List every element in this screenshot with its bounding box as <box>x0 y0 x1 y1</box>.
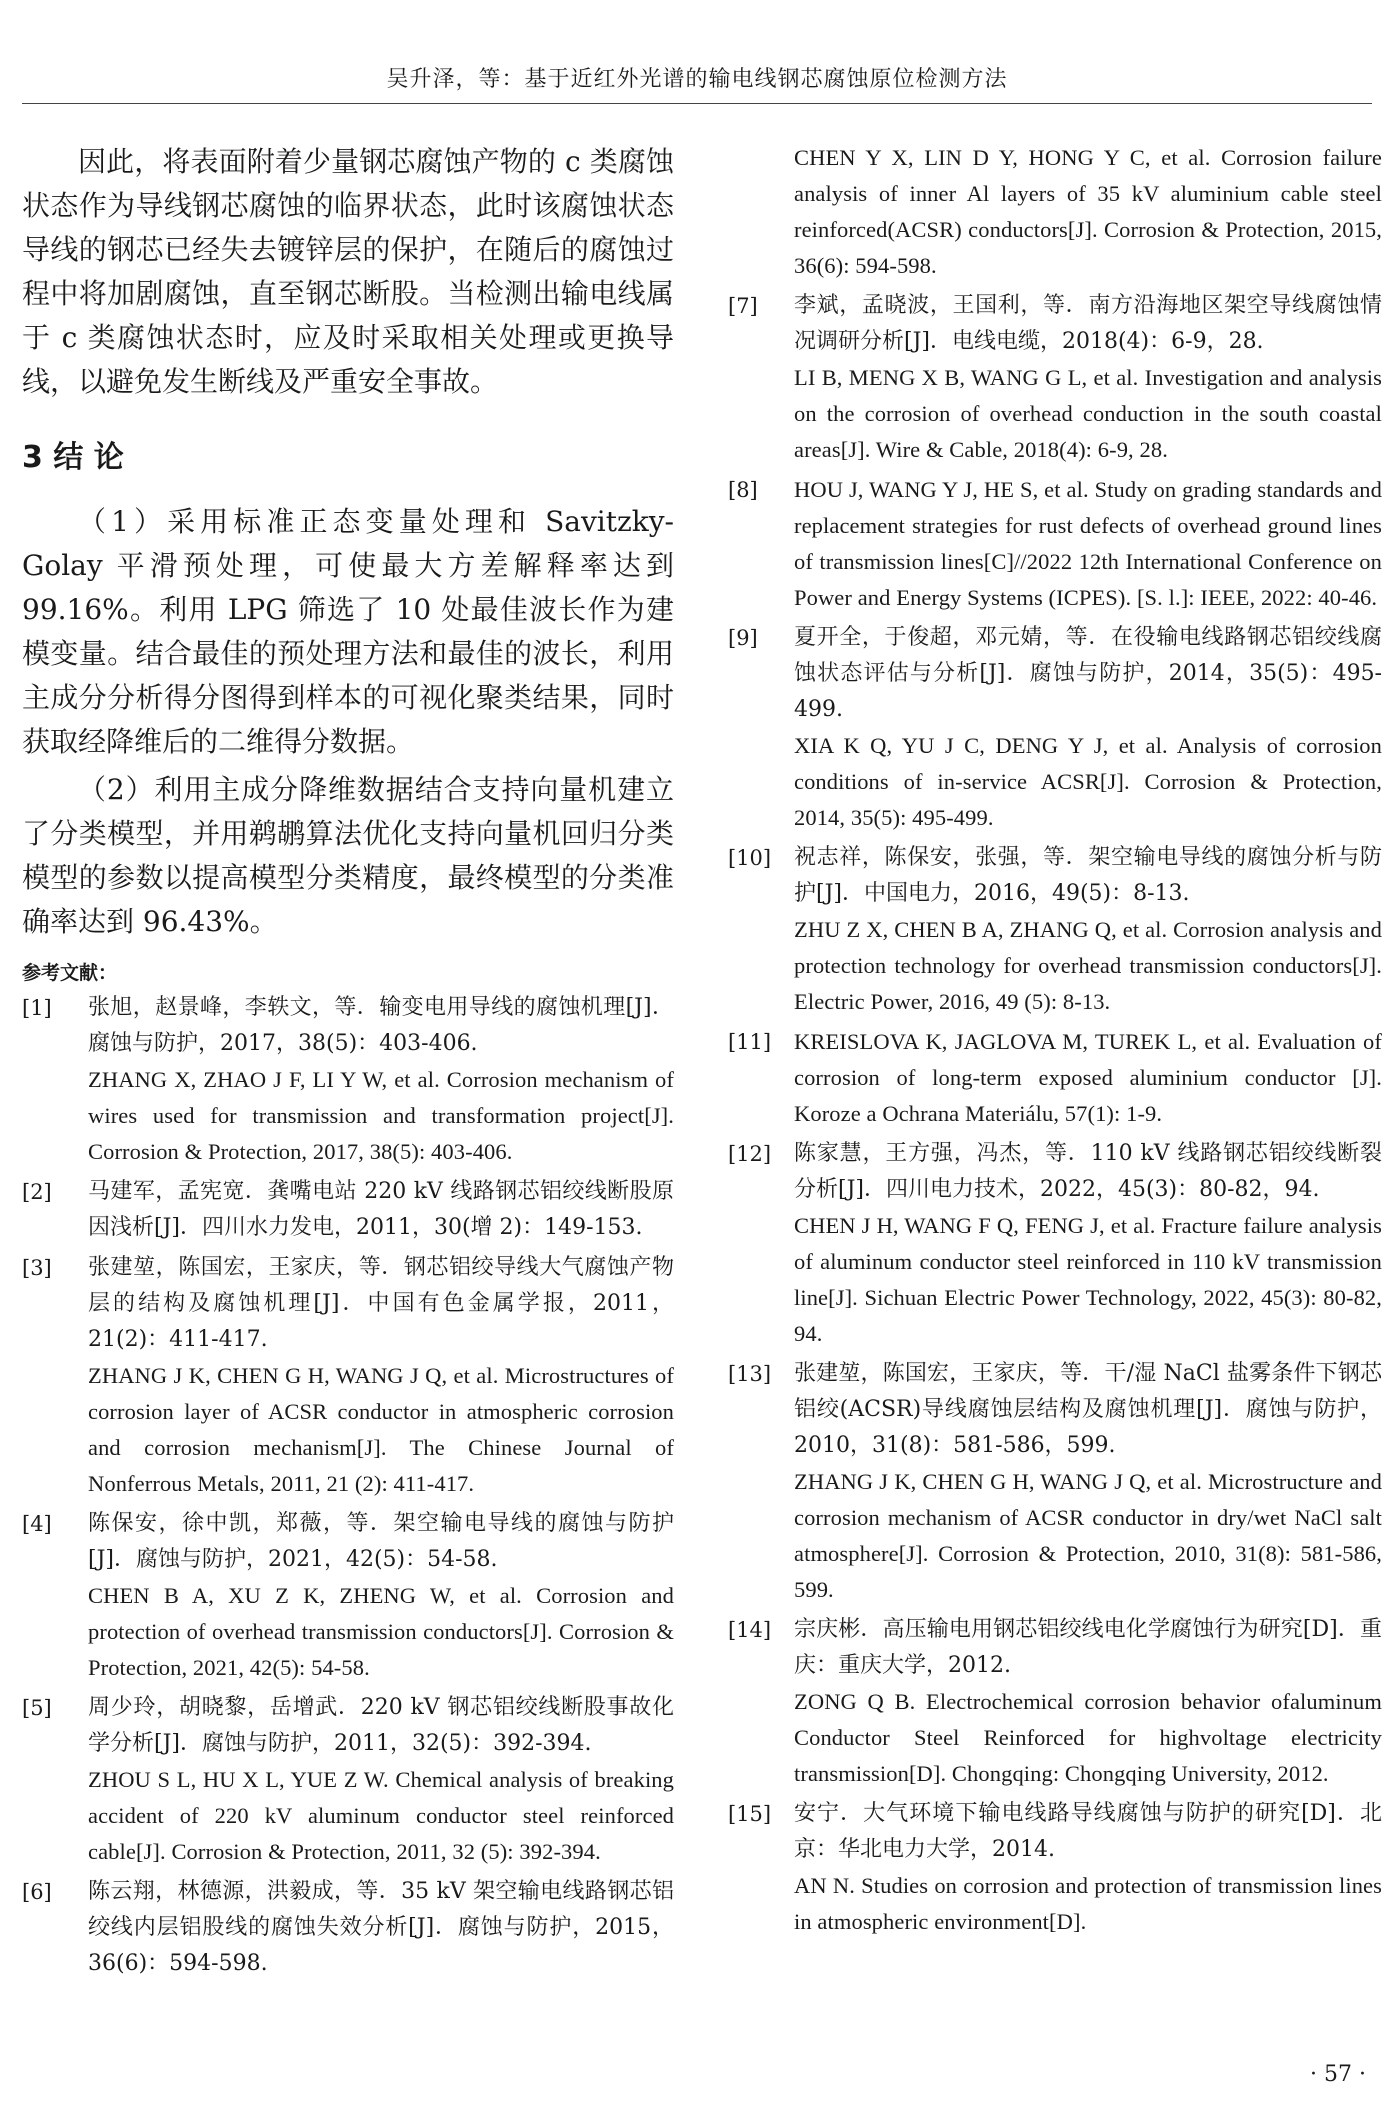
reference-7 <box>728 288 1382 468</box>
intro-paragraph: 因此，将表面附着少量钢芯腐蚀产物的 c 类腐蚀状态作为导线钢芯腐蚀的临界状态，此时该腐蚀状态导线的钢芯已经失去镀锌层的保护，在随后的腐蚀过程中将加剧腐蚀，直至钢芯断股。当检测出输电线属于 c 类腐蚀状态时，应及时采取相关处理或更换导线，以避免发生断线及严重安全事故。 <box>22 145 674 398</box>
reference-en: CHEN B A, XU Z K, ZHENG W, et al. Corrosion and protection of overhead transmission conductors[J]. Corrosion & Protection, 2021, 42(5): 54-58. <box>88 1583 674 1680</box>
reference-number: [3] <box>22 1256 52 1280</box>
reference-en: ZHU Z X, CHEN B A, ZHANG Q, et al. Corrosion analysis and protection technology for overhead transmission conductors[J]. Electric Power, 2016, 49 (5): 8-13. <box>794 917 1382 1014</box>
reference-cn: 张建堃，陈国宏，王家庆，等．钢芯铝绞导线大气腐蚀产物层的结构及腐蚀机理[J]．中国有色金属学报，2011，21(2)：411-417. <box>88 1255 674 1352</box>
reference-10 <box>728 840 1382 1020</box>
reference-2 <box>22 1174 674 1246</box>
reference-en: CHEN Y X, LIN D Y, HONG Y C, et al. Corrosion failure analysis of inner Al layers of 35 kV aluminium cable steel reinforced(ACSR) conductors[J]. Corrosion & Protection, 2015, 36(6): 594-598. <box>794 145 1382 278</box>
reference-number: [14] <box>728 1618 772 1642</box>
reference-cn: 陈家慧，王方强，冯杰，等．110 kV 线路钢芯铝绞线断裂分析[J]．四川电力技术，2022，45(3)：80-82，94. <box>794 1141 1382 1202</box>
reference-number: [9] <box>728 626 758 650</box>
reference-12 <box>728 1136 1382 1352</box>
reference-14 <box>728 1612 1382 1792</box>
reference-11 <box>728 1024 1382 1132</box>
reference-cn: 陈云翔，林德源，洪毅成，等．35 kV 架空输电线路钢芯铝绞线内层铝股线的腐蚀失效分析[J]．腐蚀与防护，2015，36(6)：594-598. <box>88 1879 674 1976</box>
reference-en: KREISLOVA K, JAGLOVA M, TUREK L, et al. Evaluation of corrosion of long-term exposed aluminium conductor [J]. Koroze a Ochrana Materiálu, 57(1): 1-9. <box>794 1029 1382 1126</box>
reference-9 <box>728 620 1382 836</box>
reference-cn: 宗庆彬．高压输电用钢芯铝绞线电化学腐蚀行为研究[D]．重庆：重庆大学，2012. <box>794 1617 1382 1678</box>
reference-cn: 夏开全，于俊超，邓元婧，等．在役输电线路钢芯铝绞线腐蚀状态评估与分析[J]．腐蚀与防护，2014，35(5)：495-499. <box>794 625 1382 722</box>
reference-6-continued <box>728 140 1382 284</box>
reference-8 <box>728 472 1382 616</box>
references-title: 参考文献： <box>22 962 118 984</box>
reference-number: [8] <box>728 478 758 502</box>
reference-en: LI B, MENG X B, WANG G L, et al. Investigation and analysis on the corrosion of overhead conduction in the south coastal areas[J]. Wire & Cable, 2018(4): 6-9, 28. <box>794 365 1382 462</box>
reference-cn: 李斌，孟晓波，王国利，等．南方沿海地区架空导线腐蚀情况调研分析[J]．电线电缆，2018(4)：6-9，28. <box>794 293 1382 354</box>
reference-3 <box>22 1250 674 1502</box>
reference-6 <box>22 1874 674 1982</box>
reference-en: ZHANG J K, CHEN G H, WANG J Q, et al. Microstructures of corrosion layer of ACSR conductor in atmospheric corrosion and corrosion mechanism[J]. The Chinese Journal of Nonferrous Metals, 2011, 21 (2): 411-417. <box>88 1363 674 1496</box>
reference-en: ZHANG J K, CHEN G H, WANG J Q, et al. Microstructure and corrosion mechanism of ACSR conductor in dry/wet NaCl salt atmosphere[J]. Corrosion & Protection, 2010, 31(8): 581-586, 599. <box>794 1469 1382 1602</box>
right-column <box>728 140 1382 1944</box>
reference-cn: 张建堃，陈国宏，王家庆，等．干/湿 NaCl 盐雾条件下钢芯铝绞(ACSR)导线腐蚀层结构及腐蚀机理[J]．腐蚀与防护，2010，31(8)：581-586，599. <box>794 1361 1382 1458</box>
conclusion-1: （1）采用标准正态变量处理和 Savitzky-Golay 平滑预处理，可使最大方差解释率达到 99.16%。利用 LPG 筛选了 10 处最佳波长作为建模变量。结合最佳的预处理方法和最佳的波长，利用主成分分析得分图得到样本的可视化聚类结果，同时获取经降维后的二维得分数据。 <box>22 505 674 758</box>
reference-1 <box>22 990 674 1170</box>
reference-4 <box>22 1506 674 1686</box>
page-number: · 57 · <box>1310 2062 1366 2087</box>
reference-number: [2] <box>22 1180 52 1204</box>
reference-cn: 张旭，赵景峰，李轶文，等．输变电用导线的腐蚀机理[J]．腐蚀与防护，2017，38(5)：403-406. <box>88 995 674 1056</box>
reference-en: ZHANG X, ZHAO J F, LI Y W, et al. Corrosion mechanism of wires used for transmission and transformation project[J]. Corrosion & Protection, 2017, 38(5): 403-406. <box>88 1067 674 1164</box>
reference-en: AN N. Studies on corrosion and protection of transmission lines in atmospheric environment[D]. <box>794 1873 1382 1934</box>
reference-cn: 陈保安，徐中凯，郑薇，等．架空输电导线的腐蚀与防护[J]．腐蚀与防护，2021，42(5)：54-58. <box>88 1511 674 1572</box>
reference-number: [4] <box>22 1512 52 1536</box>
reference-number: [11] <box>728 1030 772 1054</box>
reference-13 <box>728 1356 1382 1608</box>
reference-number: [10] <box>728 846 772 870</box>
reference-cn: 祝志祥，陈保安，张强，等．架空输电导线的腐蚀分析与防护[J]．中国电力，2016，49(5)：8-13. <box>794 845 1382 906</box>
reference-15 <box>728 1796 1382 1940</box>
reference-en: XIA K Q, YU J C, DENG Y J, et al. Analysis of corrosion conditions of in-service ACSR[J]. Corrosion & Protection, 2014, 35(5): 495-499. <box>794 733 1382 830</box>
reference-number: [12] <box>728 1142 772 1166</box>
reference-number: [5] <box>22 1696 52 1720</box>
reference-cn: 安宁．大气环境下输电线路导线腐蚀与防护的研究[D]．北京：华北电力大学，2014. <box>794 1801 1382 1862</box>
running-header <box>22 62 1372 104</box>
reference-5 <box>22 1690 674 1870</box>
reference-en: ZHOU S L, HU X L, YUE Z W. Chemical analysis of breaking accident of 220 kV aluminum conductor steel reinforced cable[J]. Corrosion & Protection, 2011, 32 (5): 392-394. <box>88 1767 674 1864</box>
section-title: 3 结 论 <box>22 440 124 475</box>
reference-en: ZONG Q B. Electrochemical corrosion behavior ofaluminum Conductor Steel Reinforced for highvoltage electricity transmission[D]. Chongqing: Chongqing University, 2012. <box>794 1689 1382 1786</box>
running-title: 吴升泽，等：基于近红外光谱的输电线钢芯腐蚀原位检测方法 <box>386 67 1008 92</box>
reference-number: [6] <box>22 1880 52 1904</box>
reference-cn: 马建军，孟宪宽．龚嘴电站 220 kV 线路钢芯铝绞线断股原因浅析[J]．四川水力发电，2011，30(增 2)：149-153. <box>88 1179 674 1240</box>
reference-number: [15] <box>728 1802 772 1826</box>
conclusion-2: （2）利用主成分降维数据结合支持向量机建立了分类模型，并用鹈鹕算法优化支持向量机回归分类模型的参数以提高模型分类精度，最终模型的分类准确率达到 96.43%。 <box>22 773 674 938</box>
reference-cn: 周少玲，胡晓黎，岳增武．220 kV 钢芯铝绞线断股事故化学分析[J]．腐蚀与防护，2011，32(5)：392-394. <box>88 1695 674 1756</box>
reference-number: [1] <box>22 996 52 1020</box>
reference-en: HOU J, WANG Y J, HE S, et al. Study on grading standards and replacement strategies for rust defects of overhead ground lines of transmission lines[C]//2022 12th International Conference on Power and Energy Systems (ICPES). [S. l.]: IEEE, 2022: 40-46. <box>794 477 1382 610</box>
reference-number: [13] <box>728 1362 772 1386</box>
reference-en: CHEN J H, WANG F Q, FENG J, et al. Fracture failure analysis of aluminum conductor steel reinforced in 110 kV transmission line[J]. Sichuan Electric Power Technology, 2022, 45(3): 80-82, 94. <box>794 1213 1382 1346</box>
reference-number: [7] <box>728 294 758 318</box>
left-column <box>22 140 674 1986</box>
